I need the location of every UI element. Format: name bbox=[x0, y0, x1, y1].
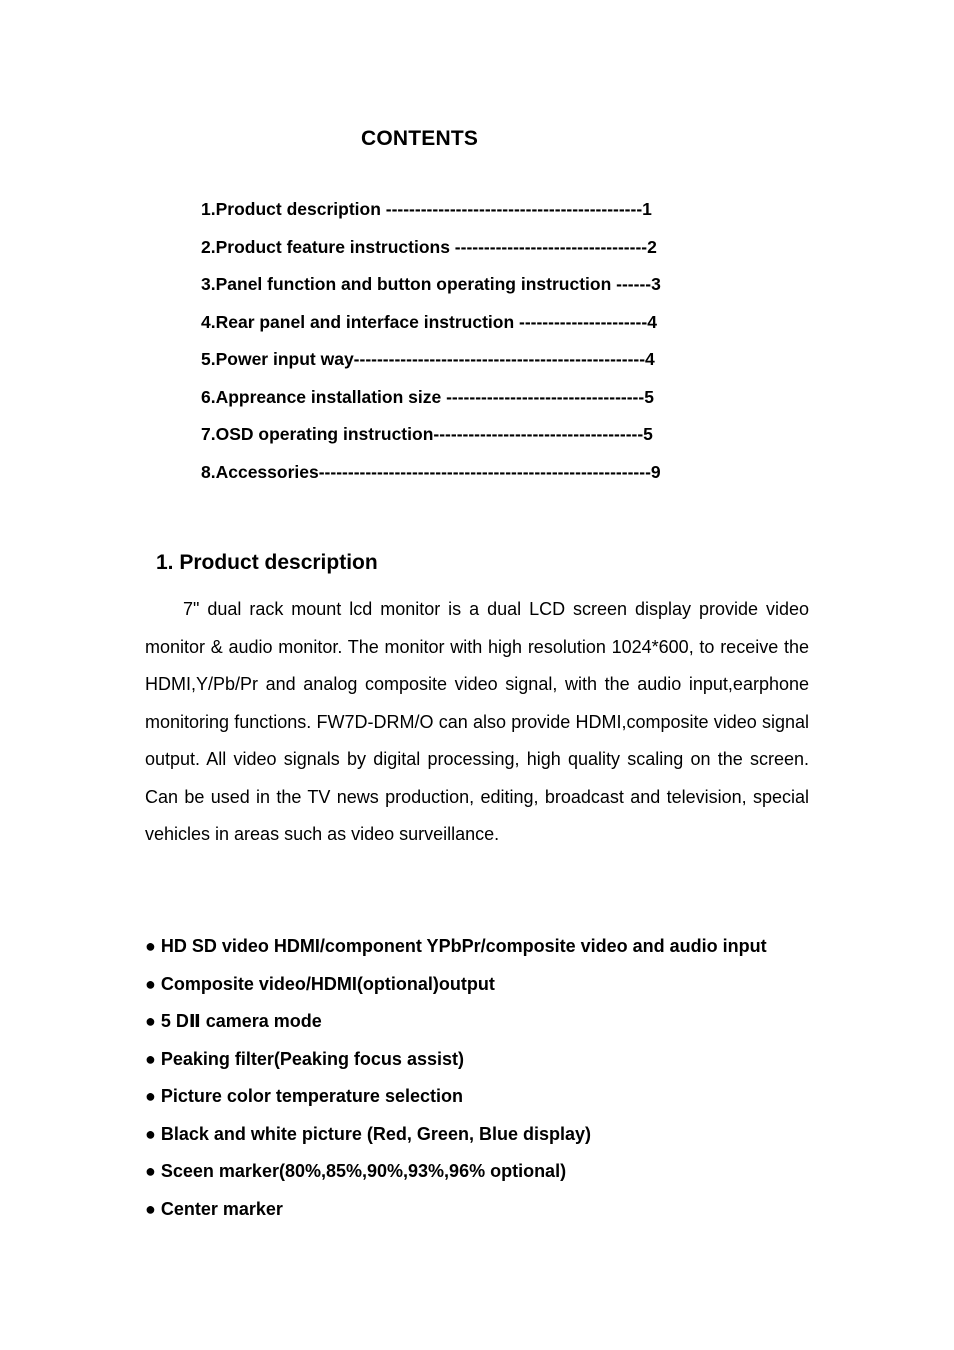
contents-title: CONTENTS bbox=[361, 127, 479, 150]
table-of-contents bbox=[201, 197, 661, 497]
toc-item: 1.Product description --------------------------------------------1 bbox=[201, 199, 652, 219]
section-heading: 1. Product description bbox=[156, 551, 378, 574]
toc-item: 6.Appreance installation size ----------------------------------5 bbox=[201, 386, 654, 407]
feature-item: ● HD SD video HDMI/component YPbPr/composite video and audio input bbox=[145, 936, 767, 956]
toc-item: 7.OSD operating instruction------------------------------------5 bbox=[201, 424, 653, 444]
feature-item: ● Black and white picture (Red, Green, Blue display) bbox=[145, 1123, 591, 1144]
feature-item: ● Center marker bbox=[145, 1198, 283, 1219]
feature-item: ● 5 DⅡ camera mode bbox=[145, 1011, 322, 1031]
toc-item: 5.Power input way--------------------------------------------------4 bbox=[201, 349, 655, 369]
toc-item: 2.Product feature instructions ---------------------------------2 bbox=[201, 236, 657, 257]
feature-item: ● Picture color temperature selection bbox=[145, 1086, 463, 1106]
description-paragraph: 7" dual rack mount lcd monitor is a dual LCD screen display provide video monitor & audio monitor. The monitor with high resolution 1024*600, to receive the HDMI,Y/Pb/Pr and analog composite video signal, with the audio input,earphone monitoring functions. FW7D-DRM/O can also provide HDMI,composite video signal output. All video signals by digital processing, high quality scaling on the screen. Can be used in the TV news production, editing, broadcast and television, special vehicles in areas such as video surveillance. bbox=[145, 599, 809, 844]
toc-item: 8.Accessories---------------------------------------------------------9 bbox=[201, 461, 661, 482]
feature-item: ● Sceen marker(80%,85%,90%,93%,96% optional) bbox=[145, 1161, 567, 1181]
feature-item: ● Peaking filter(Peaking focus assist) bbox=[145, 1048, 464, 1069]
toc-item: 3.Panel function and button operating instruction ------3 bbox=[201, 274, 661, 294]
feature-item: ● Composite video/HDMI(optional)output bbox=[145, 973, 495, 994]
feature-list bbox=[145, 929, 767, 1229]
toc-item: 4.Rear panel and interface instruction ----------------------4 bbox=[201, 311, 657, 332]
